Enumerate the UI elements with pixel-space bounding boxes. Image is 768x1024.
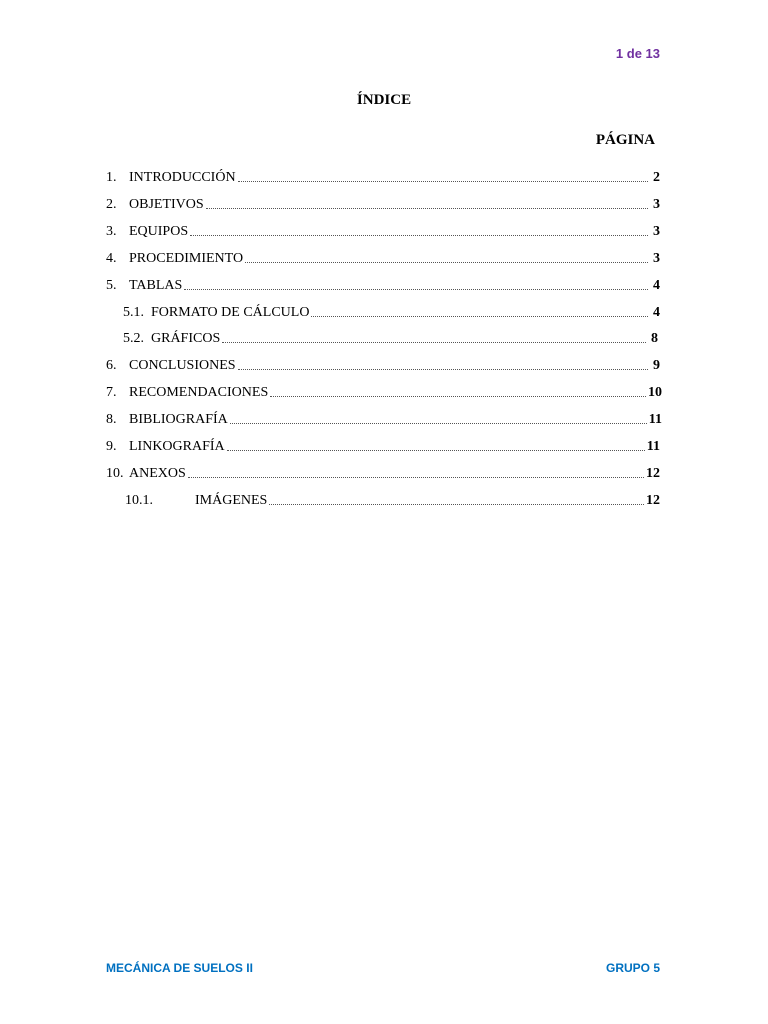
toc-entry-page: 12: [646, 493, 660, 508]
toc-entry-number: 4.: [106, 251, 117, 266]
toc-entry-page: 4: [653, 305, 660, 320]
toc-entry-label: RECOMENDACIONES: [129, 385, 269, 400]
toc-entry-page: 8: [651, 331, 658, 346]
toc-leader-dots: [270, 395, 646, 397]
toc-leader-dots: [238, 180, 648, 182]
toc-leader-dots: [311, 315, 648, 317]
toc-entry-number: 5.1.: [123, 305, 144, 320]
toc-entry-page: 3: [653, 197, 660, 212]
toc-entry-label: LINKOGRAFÍA: [129, 439, 225, 454]
toc-entry[interactable]: [106, 439, 660, 459]
toc-entry-label: PROCEDIMIENTO: [129, 251, 244, 266]
toc-entry-label: IMÁGENES: [195, 493, 268, 508]
toc-entry[interactable]: [106, 466, 660, 486]
toc-entry-page: 10: [648, 385, 662, 400]
toc-entry-label: INTRODUCCIÓN: [129, 170, 236, 185]
toc-leader-dots: [222, 341, 646, 343]
toc-entry[interactable]: [106, 412, 662, 432]
toc-leader-dots: [245, 261, 648, 263]
toc-entry-page: 11: [646, 439, 660, 454]
toc-entry-label: CONCLUSIONES: [129, 358, 236, 373]
toc-entry-page: 9: [653, 358, 660, 373]
toc-leader-dots: [184, 288, 648, 290]
toc-entry-page: 3: [653, 251, 660, 266]
toc-entry-number: 6.: [106, 358, 117, 373]
toc-entry-page: 2: [653, 170, 660, 185]
toc-entry[interactable]: [106, 251, 660, 271]
toc-entry[interactable]: [106, 385, 662, 405]
toc-entry-number: 10.: [106, 466, 124, 481]
toc-leader-dots: [230, 422, 647, 424]
toc-entry-label: FORMATO DE CÁLCULO: [151, 305, 310, 320]
toc-entry-page: 12: [646, 466, 660, 481]
toc-leader-dots: [206, 207, 648, 209]
footer-course-name: MECÁNICA DE SUELOS II: [106, 961, 253, 975]
toc-entry-number: 2.: [106, 197, 117, 212]
toc-entry-number: 1.: [106, 170, 117, 185]
toc-entry-label: GRÁFICOS: [151, 331, 221, 346]
page-title: ÍNDICE: [356, 92, 412, 108]
toc-entry[interactable]: [125, 493, 660, 513]
toc-entry[interactable]: [106, 278, 660, 298]
toc-entry-number: 9.: [106, 439, 117, 454]
toc-entry[interactable]: [106, 170, 660, 190]
toc-entry[interactable]: [123, 305, 660, 325]
toc-entry-page: 3: [653, 224, 660, 239]
toc-entry-number: 5.2.: [123, 331, 144, 346]
toc-entry-number: 7.: [106, 385, 117, 400]
toc-entry-label: EQUIPOS: [129, 224, 189, 239]
toc-entry-label: OBJETIVOS: [129, 197, 204, 212]
toc-entry-page: 4: [653, 278, 660, 293]
footer-group-name: GRUPO 5: [605, 961, 660, 975]
toc-entry[interactable]: [123, 331, 658, 351]
toc-leader-dots: [238, 368, 648, 370]
toc-entry-label: BIBLIOGRAFÍA: [129, 412, 228, 427]
toc-leader-dots: [227, 449, 645, 451]
toc-entry-label: TABLAS: [129, 278, 183, 293]
toc-entry-number: 3.: [106, 224, 117, 239]
toc-entry-number: 8.: [106, 412, 117, 427]
toc-entry[interactable]: [106, 358, 660, 378]
toc-leader-dots: [190, 234, 648, 236]
page-indicator: 1 de 13: [615, 46, 660, 61]
toc-entry[interactable]: [106, 197, 660, 217]
toc-entry-label: ANEXOS: [129, 466, 186, 481]
page-column-heading: PÁGINA: [595, 132, 655, 148]
toc-entry[interactable]: [106, 224, 660, 244]
toc-entry-page: 11: [648, 412, 662, 427]
toc-leader-dots: [188, 476, 644, 478]
toc-leader-dots: [269, 503, 644, 505]
toc-entry-number: 5.: [106, 278, 117, 293]
toc-entry-number: 10.1.: [125, 493, 153, 508]
